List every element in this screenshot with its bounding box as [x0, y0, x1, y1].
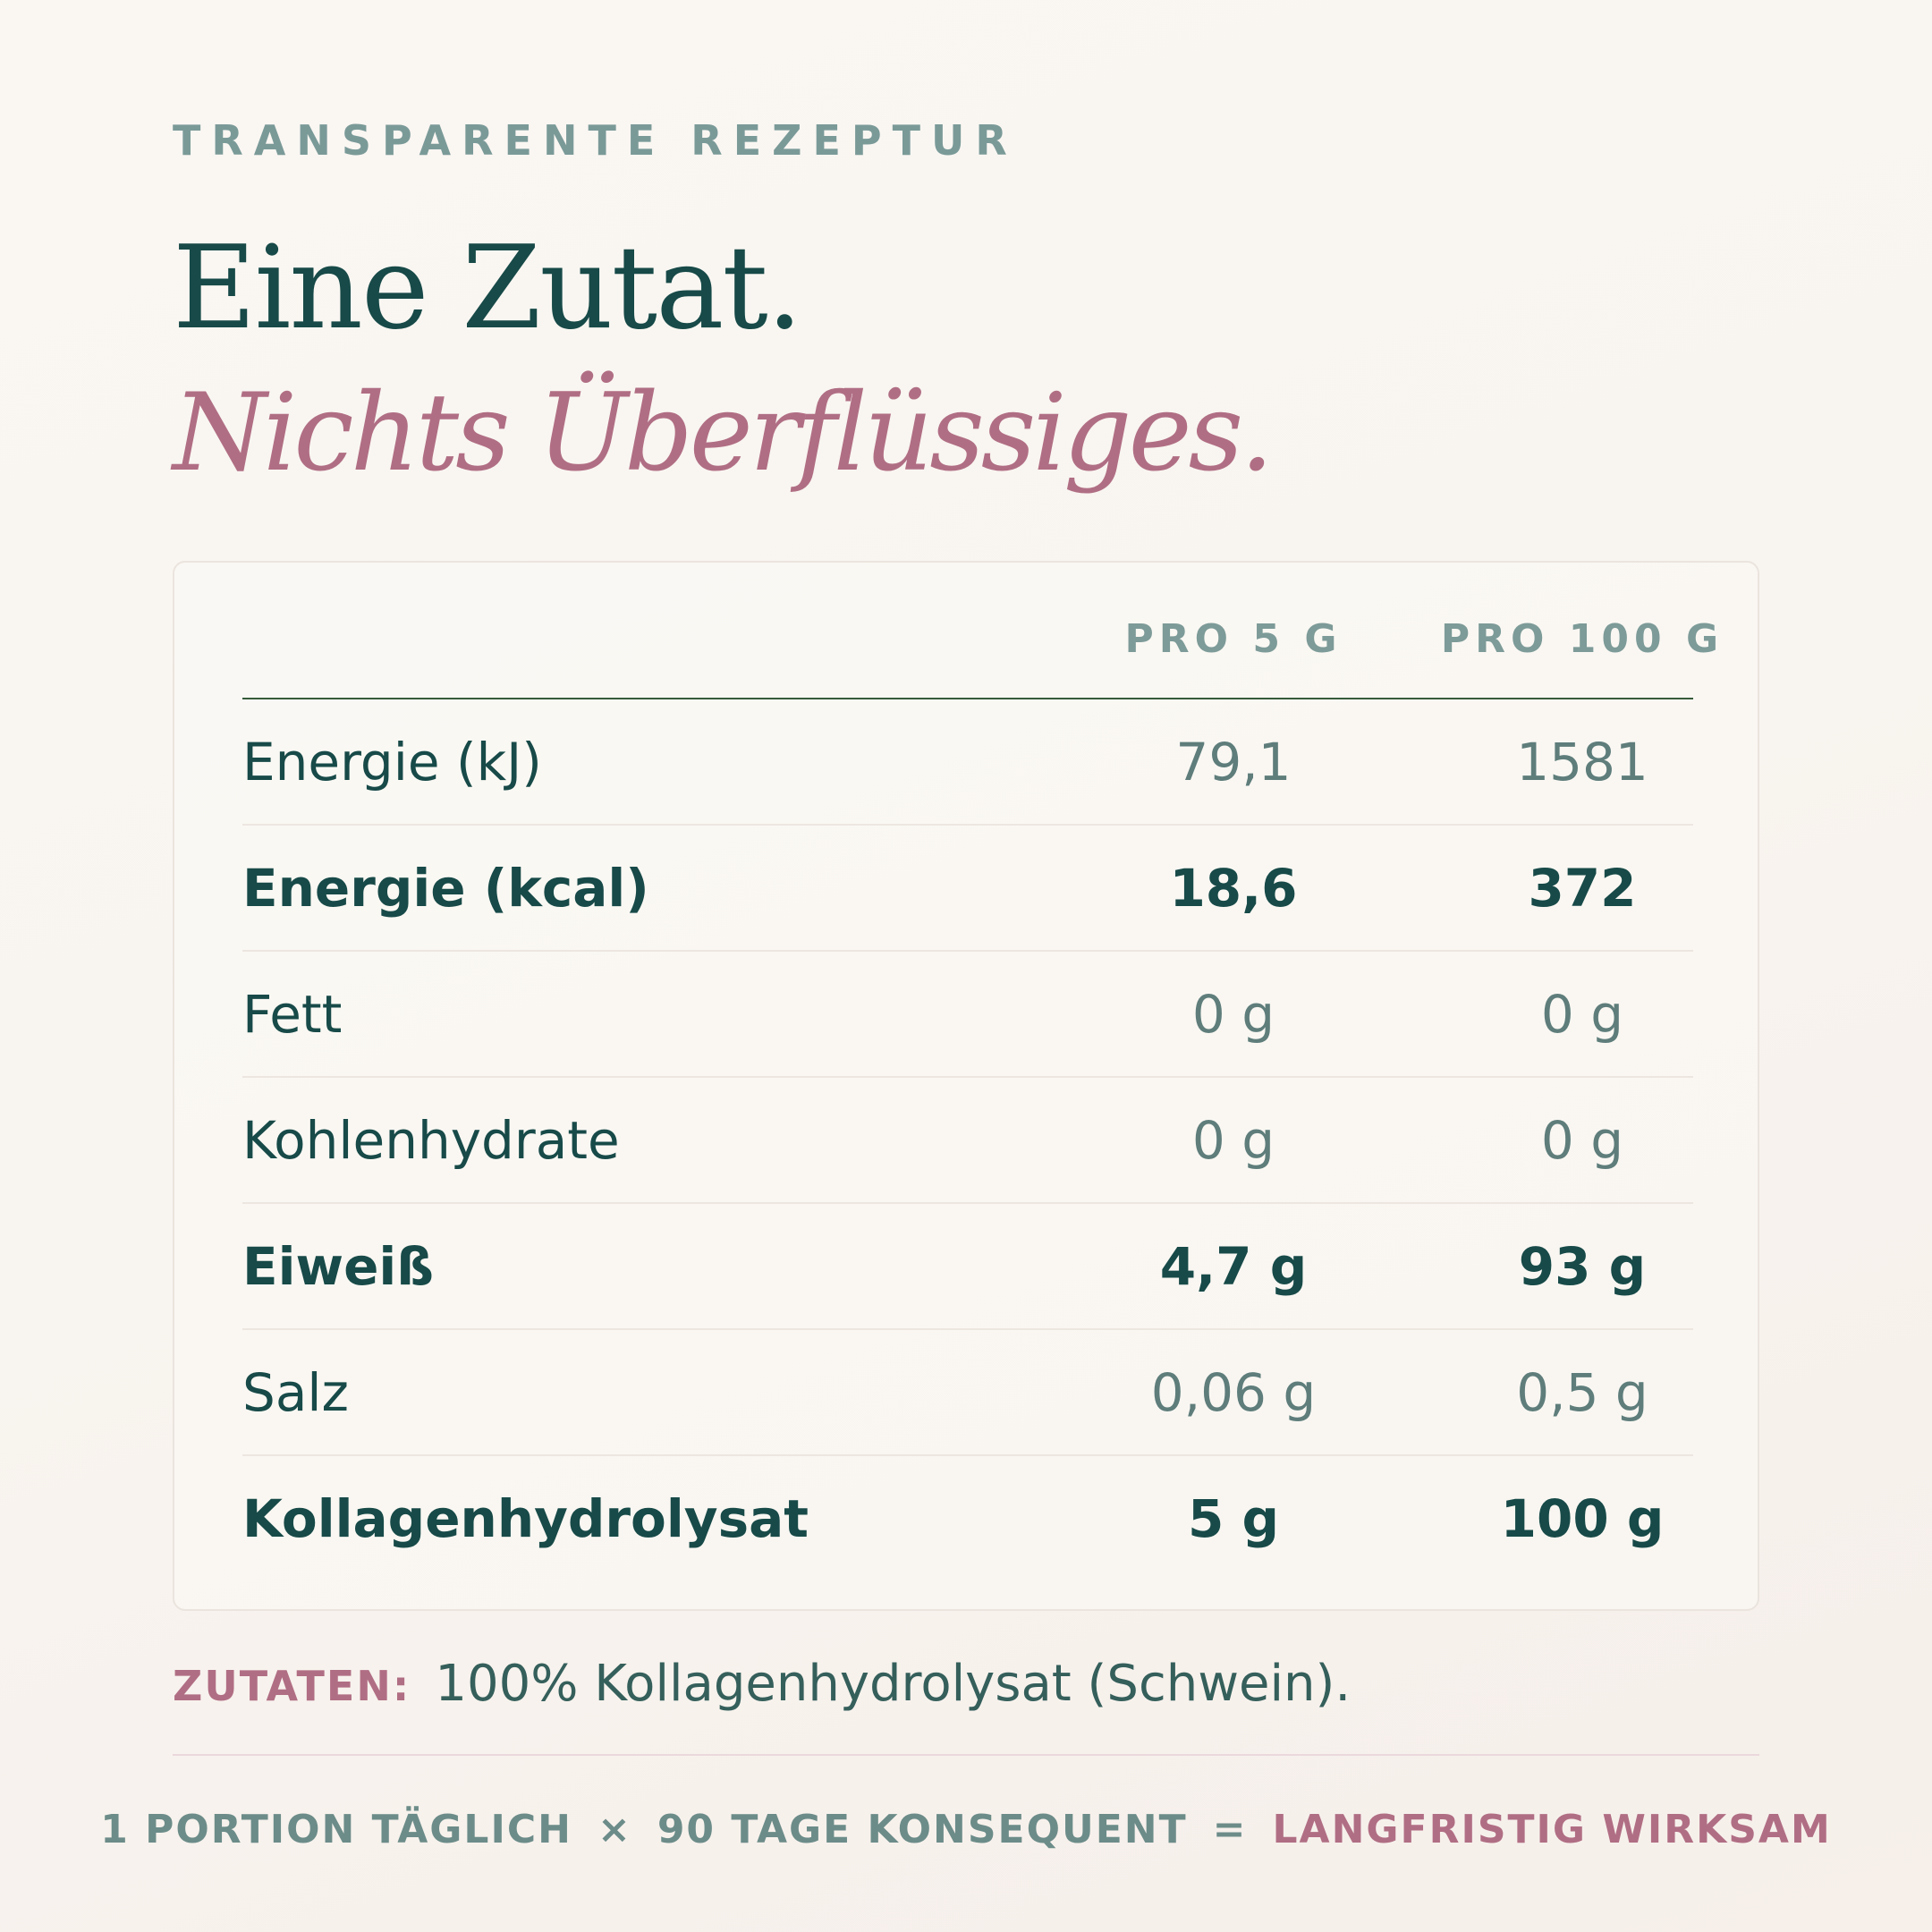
row-label: Kollagenhydrolysat: [242, 1488, 809, 1549]
row-label: Fett: [242, 984, 343, 1045]
column-header-per-100g: PRO 100 G: [1440, 616, 1724, 662]
footer-divider: [173, 1754, 1759, 1756]
value-per-100g: 0 g: [1540, 984, 1624, 1045]
table-row: [242, 826, 1693, 952]
formula-portion: 1 PORTION TÄGLICH: [100, 1807, 572, 1852]
value-per-100g: 372: [1528, 858, 1637, 919]
multiply-symbol: ×: [597, 1807, 632, 1852]
value-per-5g: 79,1: [1175, 732, 1292, 792]
ingredients-label: ZUTATEN:: [173, 1662, 411, 1710]
table-row: [242, 1078, 1693, 1204]
equals-symbol: =: [1212, 1807, 1248, 1852]
row-label: Salz: [242, 1362, 349, 1423]
table-row: [242, 1456, 1693, 1582]
nutrition-table: [173, 561, 1759, 1611]
value-per-100g: 93 g: [1518, 1236, 1647, 1297]
value-per-100g: 100 g: [1500, 1488, 1665, 1549]
table-row: [242, 952, 1693, 1078]
row-label: Energie (kJ): [242, 732, 542, 792]
eyebrow-label: TRANSPARENTE REZEPTUR: [173, 116, 1018, 165]
column-header-per-5g: PRO 5 G: [1124, 616, 1343, 662]
headline-line-2: Nichts Überflüssiges.: [173, 371, 1271, 496]
value-per-5g: 5 g: [1187, 1488, 1280, 1549]
table-row: [242, 699, 1693, 826]
ingredients-line: [173, 1653, 1351, 1716]
table-row: [242, 1330, 1693, 1456]
value-per-5g: 0,06 g: [1150, 1362, 1317, 1423]
row-label: Energie (kcal): [242, 858, 649, 919]
value-per-100g: 0 g: [1540, 1110, 1624, 1171]
ingredients-text: 100% Kollagenhydrolysat (Schwein).: [435, 1655, 1352, 1713]
formula-result: LANGFRISTIG WIRKSAM: [1272, 1807, 1832, 1852]
value-per-5g: 0 g: [1191, 984, 1275, 1045]
headline-line-1: Eine Zutat.: [173, 222, 801, 355]
row-label: Eiweiß: [242, 1236, 435, 1297]
value-per-100g: 0,5 g: [1516, 1362, 1648, 1423]
table-row: [242, 1204, 1693, 1330]
value-per-100g: 1581: [1516, 732, 1648, 792]
row-label: Kohlenhydrate: [242, 1110, 620, 1171]
formula-duration: 90 TAGE KONSEQUENT: [657, 1807, 1188, 1852]
value-per-5g: 4,7 g: [1159, 1236, 1308, 1297]
value-per-5g: 0 g: [1191, 1110, 1275, 1171]
dosage-formula: [0, 1807, 1932, 1852]
value-per-5g: 18,6: [1169, 858, 1298, 919]
